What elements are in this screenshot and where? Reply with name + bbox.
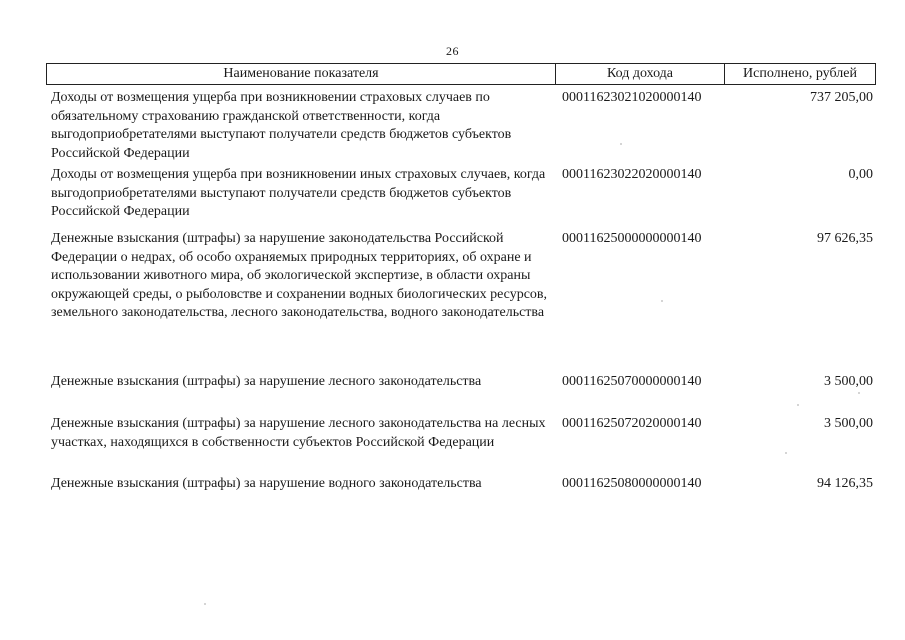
row-name: Денежные взыскания (штрафы) за нарушение законодательства Российской Федерации о недрах, об особо охраняемых природных территориях, об охране и использовании животного мира, об экологической экспертизе, в области охраны окружающей среды, о рыболовстве и сохранении водных биологических ресурсов, земельного законодательства, лесного законодательства, водного законодательства bbox=[51, 231, 548, 321]
scan-speck bbox=[797, 404, 799, 406]
scan-speck bbox=[785, 452, 787, 454]
row-code: 00011623021020000140 bbox=[562, 90, 702, 105]
scan-speck bbox=[858, 392, 860, 394]
page-number: 26 bbox=[446, 44, 459, 58]
row-name: Денежные взыскания (штрафы) за нарушение лесного законодательства на лесных участках, находящихся в собственности субъектов Российской Федерации bbox=[51, 416, 546, 450]
row-executed: 3 500,00 bbox=[824, 416, 873, 431]
row-name: Доходы от возмещения ущерба при возникновении страховых случаев по обязательному страхованию гражданской ответственности, когда выгодоприобретателями выступают получатели средств бюджетов субъектов Российской Федерации bbox=[51, 90, 512, 161]
header-code: Код дохода bbox=[556, 64, 725, 84]
scan-speck bbox=[204, 603, 206, 605]
scan-speck bbox=[620, 143, 622, 145]
row-code: 00011623022020000140 bbox=[562, 167, 702, 182]
row-name: Денежные взыскания (штрафы) за нарушение лесного законодательства bbox=[51, 374, 482, 389]
row-name: Денежные взыскания (штрафы) за нарушение водного законодательства bbox=[51, 476, 482, 491]
row-code: 00011625000000000140 bbox=[562, 231, 702, 246]
row-executed: 0,00 bbox=[848, 167, 873, 182]
row-code: 00011625072020000140 bbox=[562, 416, 702, 431]
table-header bbox=[46, 63, 876, 85]
row-executed: 737 205,00 bbox=[810, 90, 873, 105]
row-executed: 3 500,00 bbox=[824, 374, 873, 389]
header-executed: Исполнено, рублей bbox=[743, 66, 857, 81]
row-code: 00011625080000000140 bbox=[562, 476, 702, 491]
header-name: Наименование показателя bbox=[47, 64, 556, 84]
row-executed: 97 626,35 bbox=[817, 231, 873, 246]
scan-speck bbox=[661, 300, 663, 302]
row-code: 00011625070000000140 bbox=[562, 374, 702, 389]
row-name: Доходы от возмещения ущерба при возникновении иных страховых случаев, когда выгодоприобретателями выступают получатели средств бюджетов субъектов Российской Федерации bbox=[51, 167, 546, 220]
row-executed: 94 126,35 bbox=[817, 476, 873, 491]
